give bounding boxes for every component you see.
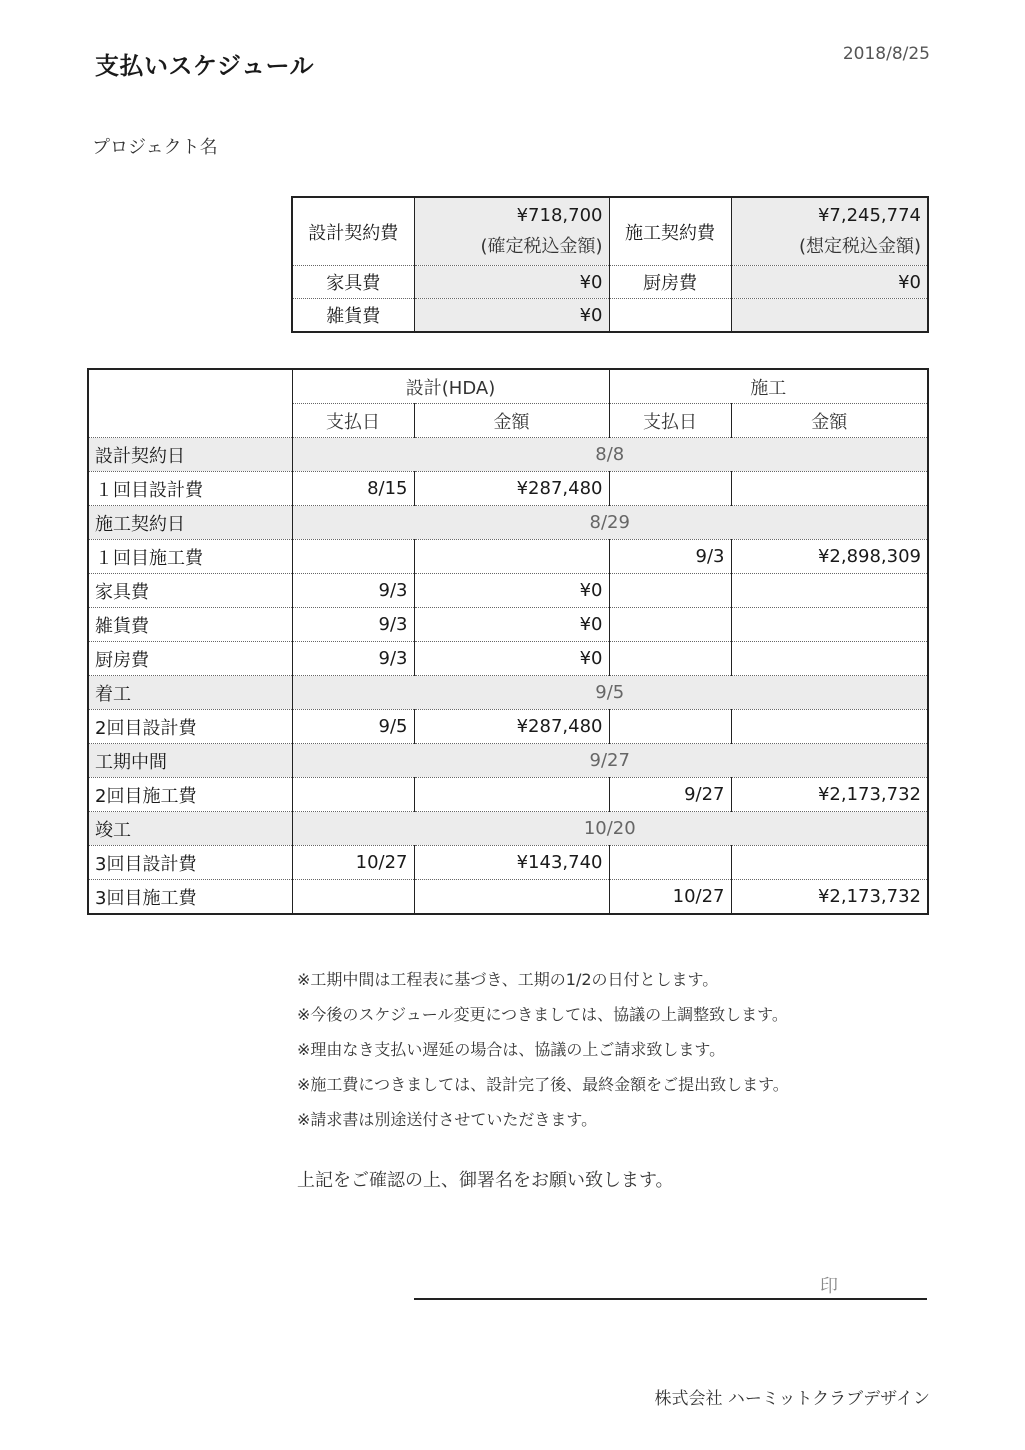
design-payment-amount: [414, 778, 609, 812]
payment-row: [88, 880, 928, 915]
note-item: ※理由なき支払い遅延の場合は、協議の上ご請求致します。: [297, 1040, 726, 1059]
furniture-value: ¥0: [414, 266, 609, 299]
construction-payment-date: 9/27: [609, 778, 731, 812]
kitchen-label: 厨房費: [609, 266, 731, 299]
milestone-row: [88, 438, 928, 472]
milestone-row: [88, 744, 928, 778]
construction-group-header: 施工: [609, 369, 928, 404]
milestone-row: [88, 812, 928, 846]
construction-payment-amount: [731, 472, 928, 506]
document-date: 2018/8/25: [842, 44, 930, 64]
construction-payment-amount: [731, 642, 928, 676]
design-fee-label: 設計契約費: [292, 197, 414, 266]
note-item: ※今後のスケジュール変更につきましては、協議の上調整致します。: [297, 1005, 788, 1024]
construction-payment-amount: [731, 846, 928, 880]
construction-payment-date: [609, 710, 731, 744]
design-payment-amount: ¥0: [414, 642, 609, 676]
design-amount-header: 金額: [414, 404, 609, 438]
payment-row: [88, 710, 928, 744]
construction-payment-date: [609, 472, 731, 506]
design-payment-date: 10/27: [292, 846, 414, 880]
note-item: ※請求書は別途送付させていただきます。: [297, 1110, 598, 1129]
design-fee-cell: [414, 197, 609, 266]
company-name: 株式会社 ハーミットクラブデザイン: [654, 1389, 930, 1409]
payment-label: １回目施工費: [88, 540, 292, 574]
construction-payment-amount: ¥2,898,309: [731, 540, 928, 574]
construction-fee-label: 施工契約費: [609, 197, 731, 266]
payment-row: [88, 540, 928, 574]
design-payment-date: 9/3: [292, 642, 414, 676]
payment-row: [88, 778, 928, 812]
payment-label: 厨房費: [88, 642, 292, 676]
payment-label: 家具費: [88, 574, 292, 608]
design-payment-date: 8/15: [292, 472, 414, 506]
milestone-row: [88, 676, 928, 710]
design-payment-amount: ¥143,740: [414, 846, 609, 880]
construction-payment-date: 9/3: [609, 540, 731, 574]
design-payment-date: 9/3: [292, 608, 414, 642]
construction-payment-amount: ¥2,173,732: [731, 880, 928, 915]
payment-label: 2回目施工費: [88, 778, 292, 812]
construction-payment-amount: [731, 574, 928, 608]
goods-value: ¥0: [414, 299, 609, 333]
design-payment-date: [292, 778, 414, 812]
milestone-label: 工期中間: [88, 744, 292, 778]
payment-row: [88, 846, 928, 880]
construction-payment-amount: ¥2,173,732: [731, 778, 928, 812]
design-payment-amount: ¥287,480: [414, 472, 609, 506]
design-fee-value: ¥718,700: [516, 205, 603, 226]
milestone-date: 9/27: [292, 744, 928, 778]
construction-date-header: 支払日: [609, 404, 731, 438]
payment-row: [88, 472, 928, 506]
corner-cell: [88, 369, 292, 438]
note-item: ※工期中間は工程表に基づき、工期の1/2の日付とします。: [297, 970, 719, 989]
design-payment-amount: ¥0: [414, 608, 609, 642]
design-date-header: 支払日: [292, 404, 414, 438]
notes-list: [297, 962, 789, 1137]
construction-payment-date: 10/27: [609, 880, 731, 915]
goods-label: 雑貨費: [292, 299, 414, 333]
payment-label: 雑貨費: [88, 608, 292, 642]
design-payment-amount: ¥0: [414, 574, 609, 608]
schedule-rows: [88, 438, 928, 915]
seal-mark: 印: [820, 1276, 838, 1297]
payment-label: 3回目施工費: [88, 880, 292, 915]
payment-label: 2回目設計費: [88, 710, 292, 744]
design-payment-date: 9/3: [292, 574, 414, 608]
construction-fee-value: ¥7,245,774: [817, 205, 921, 226]
design-payment-date: [292, 540, 414, 574]
signature-line[interactable]: [414, 1298, 927, 1300]
construction-fee-note: (想定税込金額): [798, 236, 921, 257]
milestone-date: 8/29: [292, 506, 928, 540]
construction-amount-header: 金額: [731, 404, 928, 438]
kitchen-value: ¥0: [731, 266, 928, 299]
construction-fee-cell: [731, 197, 928, 266]
milestone-label: 着工: [88, 676, 292, 710]
milestone-row: [88, 506, 928, 540]
milestone-label: 施工契約日: [88, 506, 292, 540]
construction-payment-date: [609, 846, 731, 880]
milestone-date: 8/8: [292, 438, 928, 472]
design-payment-amount: [414, 540, 609, 574]
confirmation-request: 上記をご確認の上、御署名をお願い致します。: [297, 1170, 674, 1191]
construction-payment-date: [609, 608, 731, 642]
note-item: ※施工費につきましては、設計完了後、最終金額をご提出致します。: [297, 1075, 789, 1094]
milestone-date: 9/5: [292, 676, 928, 710]
page-title: 支払いスケジュール: [95, 52, 315, 80]
construction-payment-amount: [731, 608, 928, 642]
design-payment-amount: [414, 880, 609, 915]
design-group-header: 設計(HDA): [292, 369, 609, 404]
milestone-label: 竣工: [88, 812, 292, 846]
design-fee-note: (確定税込金額): [480, 236, 603, 257]
design-payment-date: [292, 880, 414, 915]
payment-label: １回目設計費: [88, 472, 292, 506]
construction-payment-date: [609, 642, 731, 676]
design-payment-date: 9/5: [292, 710, 414, 744]
payment-label: 3回目設計費: [88, 846, 292, 880]
construction-payment-amount: [731, 710, 928, 744]
payment-schedule-table: [87, 368, 929, 915]
design-payment-amount: ¥287,480: [414, 710, 609, 744]
payment-row: [88, 608, 928, 642]
furniture-label: 家具費: [292, 266, 414, 299]
empty-cell: [731, 299, 928, 333]
payment-row: [88, 642, 928, 676]
milestone-label: 設計契約日: [88, 438, 292, 472]
milestone-date: 10/20: [292, 812, 928, 846]
contract-summary-table: [291, 196, 929, 333]
empty-cell: [609, 299, 731, 333]
project-name-label: プロジェクト名: [92, 137, 218, 158]
construction-payment-date: [609, 574, 731, 608]
payment-row: [88, 574, 928, 608]
